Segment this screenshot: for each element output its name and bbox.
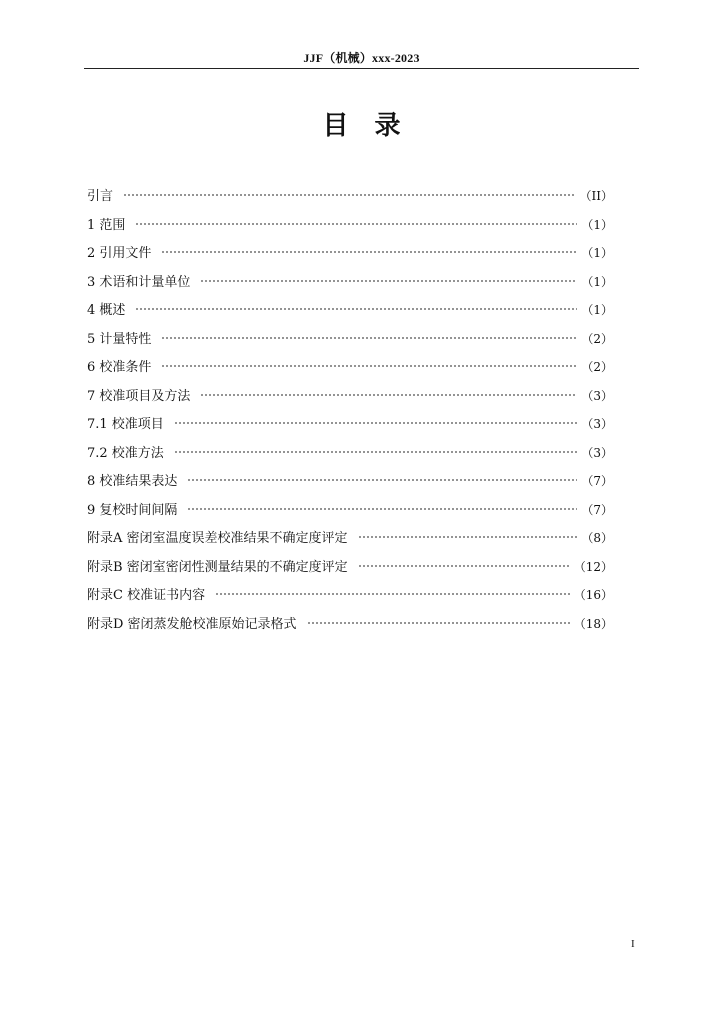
toc-entry-label: 4 概述 xyxy=(87,303,126,318)
toc-entry-label: 引言 xyxy=(87,189,114,204)
toc-leader-dots xyxy=(200,394,577,396)
toc-leader-dots xyxy=(174,422,578,424)
toc-entry-scope[interactable] xyxy=(87,211,613,240)
toc-entry-label: 3 术语和计量单位 xyxy=(87,274,191,290)
toc-leader-dots xyxy=(135,223,577,225)
toc-entry-page: （2） xyxy=(581,360,613,374)
toc-entry-label: 1 范围 xyxy=(87,217,126,233)
toc-entry-label: 附录B 密闭室密闭性测量结果的不确定度评定 xyxy=(87,559,348,575)
header-rule xyxy=(84,68,639,69)
toc-leader-dots xyxy=(200,280,577,282)
toc-entry-appendix-d[interactable] xyxy=(87,610,613,639)
toc-entry-label: 7.1 校准项目 xyxy=(87,417,164,432)
toc-entry-page: （3） xyxy=(581,417,613,431)
toc-entry-calibration-items[interactable] xyxy=(87,410,613,439)
toc-entry-label: 附录D 密闭蒸发舱校准原始记录格式 xyxy=(87,616,297,632)
toc-leader-dots xyxy=(215,593,570,595)
page-title: 目 录 xyxy=(322,111,401,141)
toc-entry-page: （II） xyxy=(579,189,613,203)
toc-leader-dots xyxy=(307,622,570,624)
toc-entry-foreword[interactable] xyxy=(87,182,613,211)
toc-entry-overview[interactable] xyxy=(87,296,613,325)
toc-entry-page: （12） xyxy=(573,559,613,574)
toc-entry-page: （1） xyxy=(581,217,613,232)
toc-entry-calibration-conditions[interactable] xyxy=(87,353,613,382)
toc-entry-terms[interactable] xyxy=(87,268,613,297)
toc-leader-dots xyxy=(123,194,576,196)
toc-leader-dots xyxy=(161,337,577,339)
toc-entry-page: （16） xyxy=(573,588,613,602)
toc-entry-calibration-items-methods[interactable] xyxy=(87,382,613,411)
toc-entry-label: 8 校准结果表达 xyxy=(87,474,178,489)
page-header: JJF（机械）xxx-2023 xyxy=(303,51,420,65)
toc-leader-dots xyxy=(187,508,577,510)
toc-entry-page: （7） xyxy=(581,502,613,517)
toc-leader-dots xyxy=(187,479,577,481)
toc-entry-appendix-c[interactable] xyxy=(87,581,613,610)
toc-leader-dots xyxy=(358,536,578,538)
toc-entry-label: 7 校准项目及方法 xyxy=(87,388,191,404)
toc-leader-dots xyxy=(358,565,570,567)
toc-entry-label: 6 校准条件 xyxy=(87,360,152,375)
table-of-contents xyxy=(87,182,613,638)
toc-entry-appendix-b[interactable] xyxy=(87,553,613,582)
toc-entry-label: 7.2 校准方法 xyxy=(87,445,164,461)
toc-entry-label: 附录A 密闭室温度误差校准结果不确定度评定 xyxy=(87,531,348,546)
toc-entry-results-expression[interactable] xyxy=(87,467,613,496)
toc-entry-label: 9 复校时间间隔 xyxy=(87,502,178,518)
toc-entry-references[interactable] xyxy=(87,239,613,268)
toc-entry-label: 附录C 校准证书内容 xyxy=(87,588,206,603)
toc-entry-page: （1） xyxy=(581,246,613,260)
toc-entry-page: （8） xyxy=(581,531,613,545)
toc-leader-dots xyxy=(135,308,577,310)
toc-entry-page: （2） xyxy=(581,331,613,346)
toc-entry-page: （3） xyxy=(581,388,613,403)
toc-leader-dots xyxy=(161,251,577,253)
toc-leader-dots xyxy=(161,365,577,367)
toc-entry-page: （7） xyxy=(581,474,613,488)
page-number: I xyxy=(631,938,635,950)
toc-entry-page: （3） xyxy=(581,445,613,460)
toc-entry-appendix-a[interactable] xyxy=(87,524,613,553)
toc-entry-recalibration-interval[interactable] xyxy=(87,496,613,525)
toc-entry-page: （1） xyxy=(581,274,613,289)
toc-entry-calibration-methods[interactable] xyxy=(87,439,613,468)
toc-entry-page: （1） xyxy=(581,303,613,317)
toc-leader-dots xyxy=(174,451,578,453)
toc-entry-label: 5 计量特性 xyxy=(87,331,152,347)
toc-entry-label: 2 引用文件 xyxy=(87,246,152,261)
toc-entry-page: （18） xyxy=(573,616,613,631)
toc-entry-metrological-characteristics[interactable] xyxy=(87,325,613,354)
